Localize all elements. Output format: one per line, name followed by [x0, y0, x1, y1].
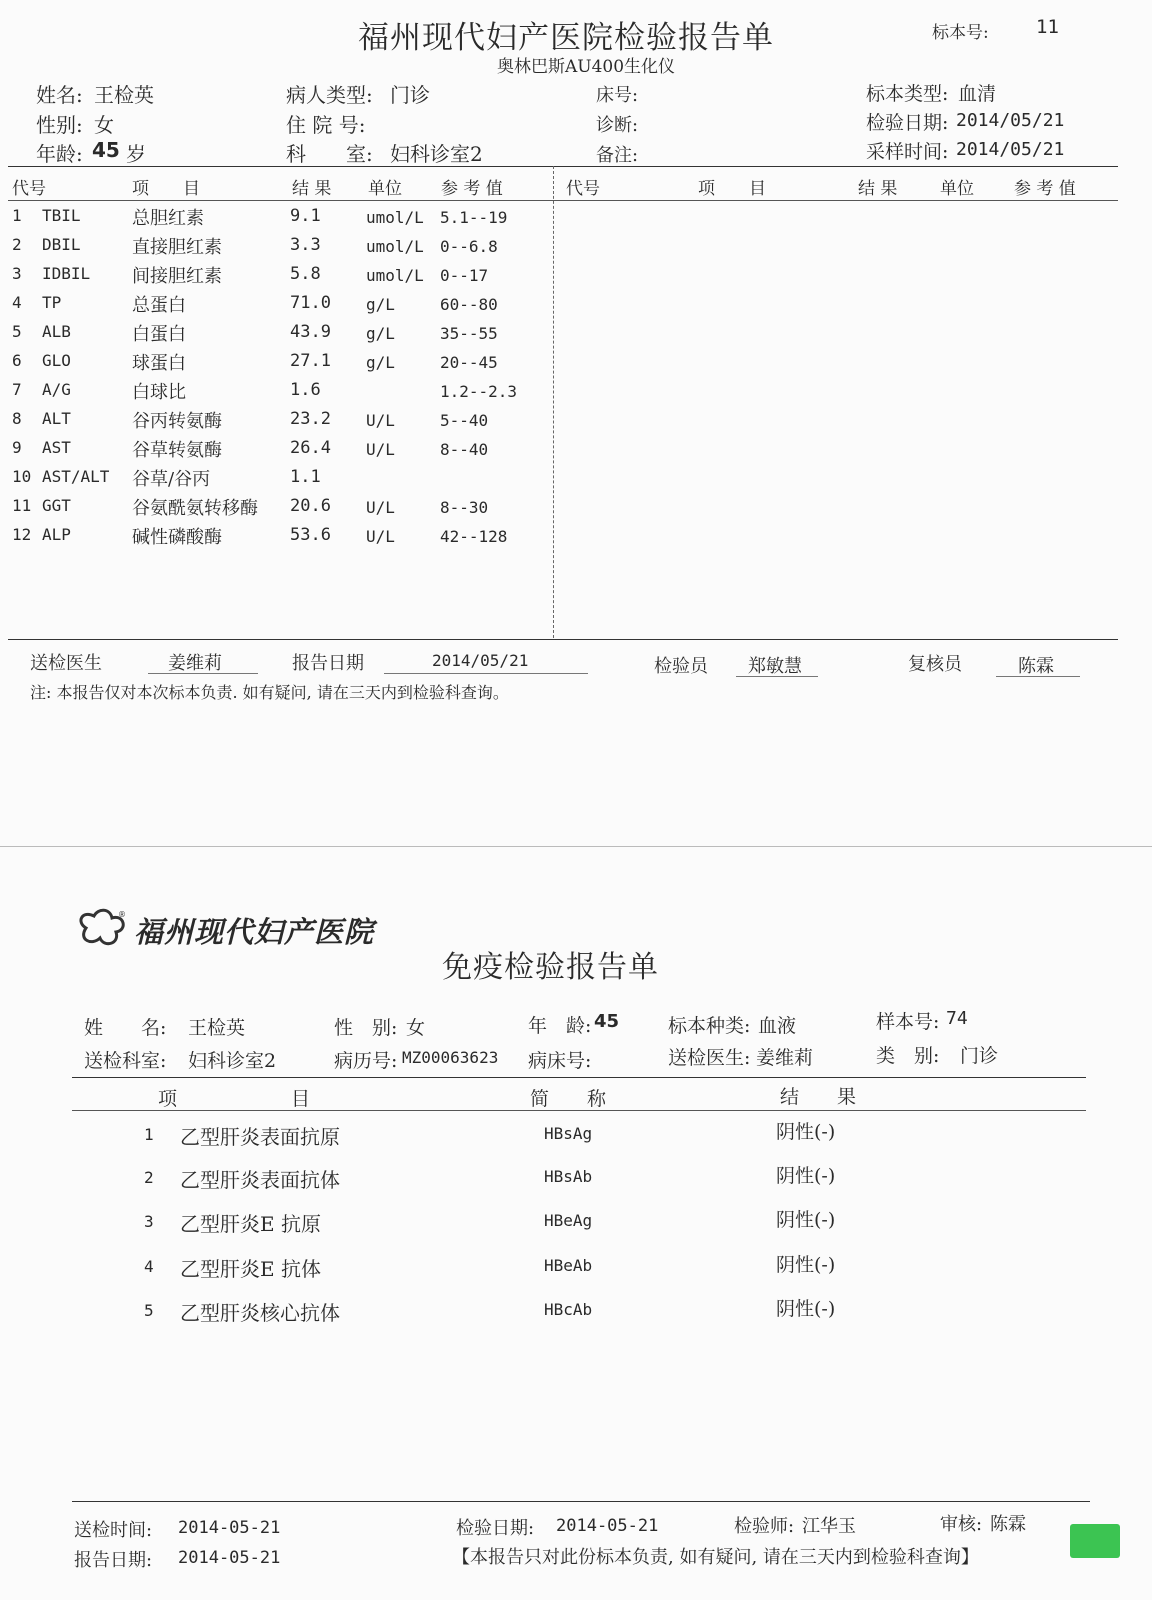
row-ref: 1.2--2.3	[440, 382, 518, 401]
row-code: DBIL	[42, 235, 81, 254]
table-row	[0, 409, 553, 438]
col-code-header-right: 代号	[566, 179, 600, 199]
row-result: 5.8	[290, 264, 321, 284]
disclaimer: 【本报告只对此份标本负责, 如有疑问, 请在三天内到检验科查询】	[452, 1547, 979, 1568]
row-result: 43.9	[290, 322, 331, 342]
row-code: ALP	[42, 525, 71, 544]
watermark-badge	[1070, 1524, 1120, 1558]
table-row	[0, 351, 553, 380]
sample-time-label: 采样时间:	[866, 141, 949, 163]
row-ref: 60--80	[440, 295, 498, 314]
reviewer-underline	[996, 676, 1080, 677]
row-item: 直接胆红素	[132, 237, 222, 258]
row-code: TP	[42, 293, 62, 312]
row-unit: umol/L	[366, 266, 424, 285]
row-no: 4	[12, 293, 22, 312]
svg-text:®: ®	[118, 910, 126, 919]
reviewer: 陈霖	[1018, 656, 1054, 677]
immuno-title: 免疫检验报告单	[442, 950, 659, 985]
diagnosis-label: 诊断:	[596, 115, 639, 136]
row-result: 9.1	[290, 206, 321, 226]
test-date: 2014-05-21	[556, 1516, 659, 1536]
row-result: 阴性(-)	[776, 1121, 836, 1143]
send-time: 2014-05-21	[178, 1518, 281, 1538]
row-item: 谷草/谷丙	[132, 469, 211, 490]
report-date-label: 报告日期	[292, 653, 364, 674]
row-item: 球蛋白	[132, 353, 186, 374]
test-date-label: 检验日期:	[456, 1518, 535, 1539]
sample-type-label: 标本类型:	[866, 83, 949, 105]
row-unit: g/L	[366, 295, 395, 314]
row-result: 阴性(-)	[776, 1298, 836, 1320]
doctor-label: 送检医生:	[668, 1047, 751, 1069]
row-unit: g/L	[366, 324, 395, 343]
row-code: IDBIL	[42, 264, 91, 283]
sample-no: 74	[946, 1008, 968, 1029]
dept-label: 送检科室:	[84, 1050, 167, 1072]
immuno-footer-rule	[72, 1501, 1090, 1502]
row-item: 乙型肝炎E 抗体	[180, 1257, 321, 1281]
row-no: 5	[12, 322, 22, 341]
row-abbr: HBeAb	[544, 1256, 593, 1275]
row-abbr: HBeAg	[544, 1211, 593, 1230]
row-ref: 35--55	[440, 324, 498, 343]
sheet-separator	[0, 846, 1152, 847]
table-row	[0, 496, 553, 525]
sample-kind: 血液	[758, 1015, 797, 1037]
bed-label: 床号:	[596, 85, 639, 106]
patient-sex: 女	[94, 113, 114, 137]
dept-label: 科 室:	[286, 142, 373, 166]
row-item: 乙型肝炎表面抗体	[180, 1168, 340, 1192]
hospital-name: 福州现代妇产医院	[134, 915, 375, 949]
row-item: 谷氨酰氨转移酶	[132, 498, 258, 519]
report-date-underline	[384, 673, 588, 674]
name-label: 姓名:	[36, 83, 83, 107]
row-result: 27.1	[290, 351, 331, 371]
row-no: 2	[12, 235, 22, 254]
inpatient-no-label: 住 院 号:	[286, 113, 366, 137]
row-abbr: HBsAb	[544, 1167, 593, 1186]
col-result-header: 结 果	[780, 1086, 857, 1108]
specimen-no-label: 标本号:	[932, 23, 989, 43]
row-code: ALB	[42, 322, 71, 341]
report-title: 福州现代妇产医院检验报告单	[358, 20, 774, 56]
patient-type: 门诊	[390, 83, 430, 107]
row-abbr: HBcAb	[544, 1300, 593, 1319]
row-ref: 8--40	[440, 440, 489, 459]
name-label: 姓 名:	[84, 1017, 167, 1039]
technician-label: 检验师:	[734, 1516, 795, 1537]
inspector-underline	[736, 676, 818, 677]
row-ref: 42--128	[440, 527, 508, 546]
row-ref: 5.1--19	[440, 208, 508, 227]
col-unit-header-right: 单位	[940, 179, 974, 199]
dept: 妇科诊室2	[188, 1050, 277, 1072]
remark-label: 备注:	[596, 145, 639, 166]
col-code-header: 代号	[12, 179, 46, 199]
row-item: 白球比	[132, 382, 186, 403]
row-item: 总胆红素	[132, 208, 204, 229]
table-bottom-rule	[8, 639, 1118, 640]
row-result: 阴性(-)	[776, 1254, 836, 1276]
sample-no-label: 样本号:	[876, 1011, 940, 1033]
row-item: 乙型肝炎核心抗体	[180, 1301, 340, 1325]
row-result: 3.3	[290, 235, 321, 255]
row-no: 3	[12, 264, 22, 283]
row-item: 白蛋白	[132, 324, 186, 345]
patient-type-label: 病人类型:	[286, 83, 373, 107]
row-unit: U/L	[366, 440, 395, 459]
table-row	[0, 322, 553, 351]
instrument-subtitle: 奥林巴斯AU400生化仪	[497, 57, 676, 77]
table-row	[0, 235, 553, 264]
row-code: TBIL	[42, 206, 81, 225]
category-label: 类 别:	[876, 1045, 940, 1067]
row-ref: 5--40	[440, 411, 489, 430]
col-ref-header-right: 参 考 值	[1014, 179, 1076, 199]
col-ref-header: 参 考 值	[441, 179, 503, 199]
age-label: 年龄:	[36, 142, 83, 166]
sample-kind-label: 标本种类:	[668, 1015, 751, 1037]
row-result: 1.1	[290, 467, 321, 487]
row-no: 1	[12, 206, 22, 225]
inspector: 郑敏慧	[748, 656, 802, 677]
table-top-rule	[8, 166, 1118, 167]
table-row	[0, 206, 553, 235]
row-no: 11	[12, 496, 32, 515]
row-no: 12	[12, 525, 32, 544]
row-unit: U/L	[366, 527, 395, 546]
row-result: 1.6	[290, 380, 321, 400]
report-date-label: 报告日期:	[74, 1550, 153, 1571]
row-no: 1	[144, 1125, 154, 1144]
col-item-header: 项 目	[132, 179, 200, 199]
bed-label: 病床号:	[528, 1050, 592, 1072]
row-unit: umol/L	[366, 208, 424, 227]
report-date: 2014/05/21	[432, 651, 529, 670]
row-no: 2	[144, 1168, 154, 1187]
row-ref: 20--45	[440, 353, 498, 372]
disclaimer-note: 注: 本报告仅对本次标本负责. 如有疑问, 请在三天内到检验科查询。	[30, 683, 509, 702]
row-unit: g/L	[366, 353, 395, 372]
row-code: A/G	[42, 380, 71, 399]
patient-age: 45	[92, 138, 120, 162]
reviewer-label: 复核员	[908, 654, 962, 675]
table-row	[0, 525, 553, 554]
row-abbr: HBsAg	[544, 1124, 593, 1143]
col-unit-header: 单位	[368, 179, 402, 199]
table-row	[0, 438, 553, 467]
row-no: 9	[12, 438, 22, 457]
row-code: ALT	[42, 409, 71, 428]
row-item: 碱性磷酸酶	[132, 527, 222, 548]
row-result: 23.2	[290, 409, 331, 429]
row-no: 6	[12, 351, 22, 370]
row-unit: umol/L	[366, 237, 424, 256]
row-result: 26.4	[290, 438, 331, 458]
row-code: AST/ALT	[42, 467, 110, 486]
row-unit: U/L	[366, 411, 395, 430]
table-row	[0, 380, 553, 409]
row-result: 53.6	[290, 525, 331, 545]
table-header-rule	[8, 200, 1118, 201]
row-code: GGT	[42, 496, 71, 515]
row-result: 71.0	[290, 293, 331, 313]
row-no: 5	[144, 1301, 154, 1320]
row-item: 乙型肝炎表面抗原	[180, 1125, 340, 1149]
patient-age: 45	[594, 1011, 620, 1032]
row-result: 阴性(-)	[776, 1209, 836, 1231]
table-row	[0, 264, 553, 293]
row-code: GLO	[42, 351, 71, 370]
sender-doctor: 姜维莉	[168, 653, 222, 674]
send-time-label: 送检时间:	[74, 1520, 153, 1541]
report-date: 2014-05-21	[178, 1548, 281, 1568]
sender-underline	[148, 673, 258, 674]
sample-time: 2014/05/21	[956, 139, 1065, 160]
category: 门诊	[960, 1045, 999, 1067]
row-ref: 0--17	[440, 266, 489, 285]
patient-name: 王检英	[94, 83, 154, 107]
inspector-label: 检验员	[654, 656, 708, 677]
hospital-logo-icon	[74, 908, 134, 948]
technician: 江华玉	[802, 1516, 856, 1537]
col-result-header-right: 结 果	[858, 179, 898, 199]
col-result-header: 结 果	[292, 179, 332, 199]
row-unit: U/L	[366, 498, 395, 517]
patient-name: 王检英	[188, 1017, 246, 1039]
test-date: 2014/05/21	[956, 110, 1065, 131]
age-label: 年 龄:	[528, 1015, 592, 1037]
age-unit: 岁	[126, 142, 146, 166]
doctor: 姜维莉	[756, 1047, 814, 1069]
row-ref: 8--30	[440, 498, 489, 517]
dept: 妇科诊室2	[390, 142, 483, 166]
row-no: 3	[144, 1212, 154, 1231]
row-item: 谷丙转氨酶	[132, 411, 222, 432]
sender-label: 送检医生	[30, 653, 102, 674]
auditor-label: 审核:	[940, 1514, 983, 1535]
sample-type: 血清	[958, 83, 997, 105]
table-row	[0, 467, 553, 496]
immuno-table-top-rule	[72, 1077, 1086, 1078]
table-divider	[553, 166, 554, 638]
test-date-label: 检验日期:	[866, 112, 949, 134]
row-item: 间接胆红素	[132, 266, 222, 287]
row-result: 阴性(-)	[776, 1165, 836, 1187]
row-code: AST	[42, 438, 71, 457]
row-no: 10	[12, 467, 32, 486]
table-row	[0, 293, 553, 322]
row-item: 谷草转氨酶	[132, 440, 222, 461]
col-item-header-right: 项 目	[698, 179, 766, 199]
sex-label: 性 别:	[334, 1017, 398, 1039]
row-item: 乙型肝炎E 抗原	[180, 1212, 321, 1236]
col-abbr-header: 简 称	[530, 1088, 607, 1110]
row-no: 4	[144, 1257, 154, 1276]
row-no: 8	[12, 409, 22, 428]
patient-sex: 女	[406, 1017, 426, 1039]
specimen-no: 11	[1036, 16, 1059, 38]
row-ref: 0--6.8	[440, 237, 498, 256]
sex-label: 性别:	[36, 113, 83, 137]
auditor: 陈霖	[990, 1514, 1026, 1535]
row-result: 20.6	[290, 496, 331, 516]
record-no: MZ00063623	[402, 1048, 499, 1067]
row-no: 7	[12, 380, 22, 399]
row-item: 总蛋白	[132, 295, 186, 316]
record-label: 病历号:	[334, 1050, 398, 1072]
col-item-header: 项 目	[158, 1088, 311, 1110]
immuno-table-header-rule	[72, 1110, 1086, 1111]
